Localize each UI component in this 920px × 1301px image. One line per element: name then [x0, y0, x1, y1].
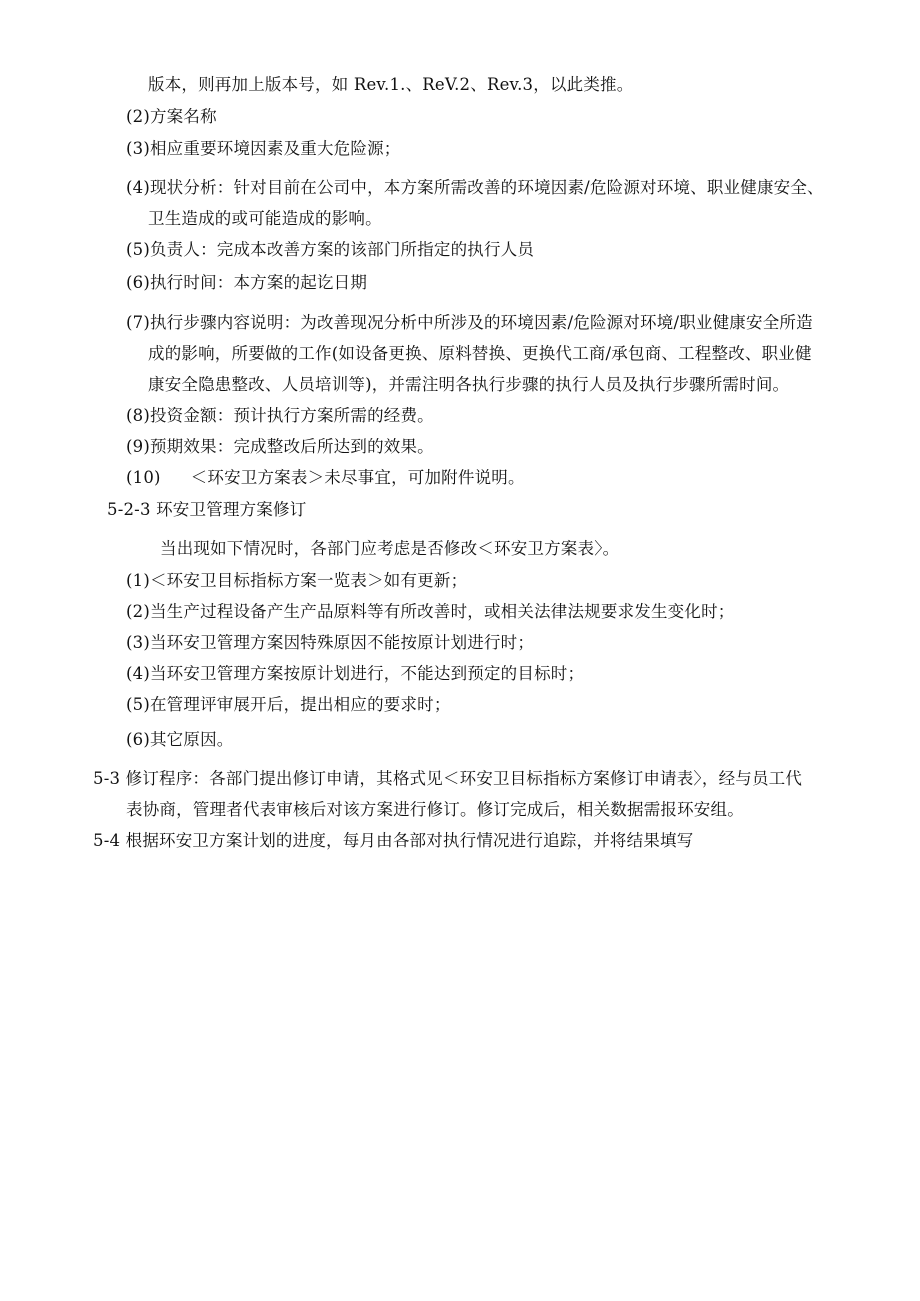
section-5-3-continuation: 表协商，管理者代表审核后对该方案进行修订。修订完成后，相关数据需报环安组。: [126, 800, 744, 819]
item-number: (9): [126, 437, 150, 456]
list-item: [126, 312, 813, 334]
section-5-3: 5-3 修订程序：各部门提出修订申请，其格式见＜环安卫目标指标方案修订申请表〉，经与员工代: [93, 769, 803, 788]
list-item: [126, 405, 434, 427]
item-text: 方案名称: [149, 107, 217, 126]
item-number: (6): [126, 273, 150, 292]
item-number: (3): [126, 139, 150, 158]
item-text: 在管理评审展开后，提出相应的要求时；: [149, 695, 451, 714]
list-item: [126, 570, 467, 592]
list-item: [126, 272, 367, 294]
item-number: (3): [126, 633, 150, 652]
item-number: (5): [126, 240, 150, 259]
item-text: ＜环安卫方案表＞未尽事宜，可加附件说明。: [190, 468, 525, 487]
item-number: (4): [126, 664, 150, 683]
list-item: [126, 436, 434, 458]
list-item: [126, 239, 534, 261]
item-number: (4): [126, 178, 150, 197]
item-text: 当生产过程设备产生产品原料等有所改善时，或相关法律法规要求发生变化时；: [149, 602, 735, 621]
section-5-4: 5-4 根据环安卫方案计划的进度，每月由各部对执行情况进行追踪，并将结果填写: [93, 831, 694, 850]
item-continuation: 成的影响，所要做的工作(如设备更换、原料替换、更换代工商/承包商、工程整改、职业健: [148, 344, 812, 363]
section-lead: 当出现如下情况时，各部门应考虑是否修改＜环安卫方案表〉。: [160, 539, 620, 558]
item-text: 相应重要环境因素及重大危险源；: [149, 139, 401, 158]
item-text: ＜环安卫目标指标方案一览表＞如有更新；: [149, 571, 468, 590]
item-number: (1): [126, 571, 150, 590]
item-text: 投资金额：预计执行方案所需的经费。: [149, 406, 434, 425]
item-number: (7): [126, 313, 150, 332]
item-number: (6): [126, 730, 150, 749]
item-text: 当环安卫管理方案按原计划进行，不能达到预定的目标时；: [149, 664, 585, 683]
list-item: [126, 694, 451, 716]
intro-continuation: 版本，则再加上版本号，如 Rev.1.、ReV.2、Rev.3，以此类推。: [148, 75, 634, 94]
item-number: (8): [126, 406, 150, 425]
item-number: (5): [126, 695, 150, 714]
list-item: [126, 177, 824, 199]
item-number: (10): [126, 468, 161, 487]
item-continuation: 卫生造成的或可能造成的影响。: [148, 209, 382, 228]
list-item: [126, 632, 534, 654]
item-text: 当环安卫管理方案因特殊原因不能按原计划进行时；: [149, 633, 535, 652]
item-text: 现状分析：针对目前在公司中，本方案所需改善的环境因素/危险源对环境、职业健康安全、: [149, 178, 824, 197]
item-text: 执行步骤内容说明：为改善现况分析中所涉及的环境因素/危险源对环境/职业健康安全所造: [149, 313, 813, 332]
item-text: 执行时间：本方案的起讫日期: [149, 273, 368, 292]
item-number: (2): [126, 602, 150, 621]
list-item: [126, 467, 525, 489]
item-text: 其它原因。: [149, 730, 234, 749]
item-text: 负责人：完成本改善方案的该部门所指定的执行人员: [149, 240, 535, 259]
list-item: [126, 138, 400, 160]
list-item: [126, 601, 734, 623]
list-item: [126, 729, 233, 751]
list-item: [126, 106, 217, 128]
section-heading: 5-2-3 环安卫管理方案修订: [107, 500, 307, 519]
item-number: (2): [126, 107, 150, 126]
list-item: [126, 663, 584, 685]
item-text: 预期效果：完成整改后所达到的效果。: [149, 437, 434, 456]
item-continuation: 康安全隐患整改、人员培训等)，并需注明各执行步骤的执行人员及执行步骤所需时间。: [148, 375, 790, 394]
